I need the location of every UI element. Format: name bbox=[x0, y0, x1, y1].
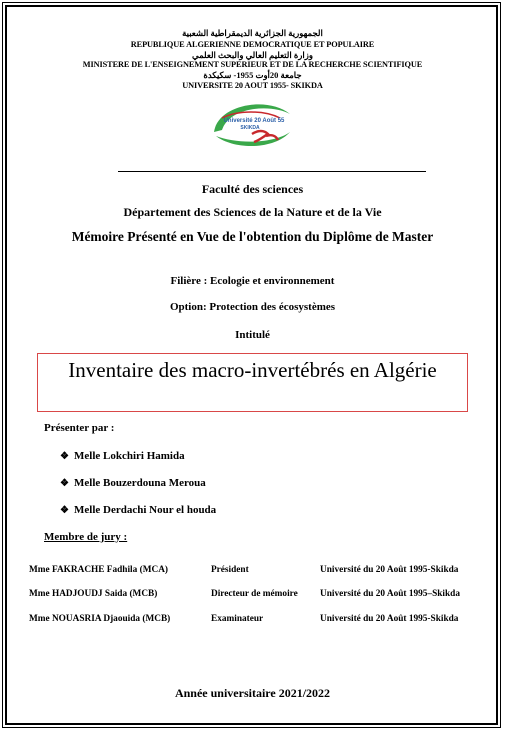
university-logo bbox=[208, 96, 294, 154]
faculty: Faculté des sciences bbox=[201, 182, 304, 196]
jury-member-name: Mme NOUASRIA Djaouida (MCB) bbox=[29, 614, 171, 624]
jury-member-name: Mme FAKRACHE Fadhila (MCA) bbox=[29, 565, 169, 575]
header-arabic-ministry: وزارة التعليم العالي والبحث العلمي bbox=[192, 50, 313, 60]
jury-member-university: Université du 20 Août 1995-Skikda bbox=[320, 565, 459, 575]
jury-member-university: Université du 20 Août 1995-Skikda bbox=[320, 614, 459, 624]
header-divider bbox=[118, 171, 426, 172]
student-item bbox=[60, 450, 185, 462]
logo-text-top: Université 20 Août 55 bbox=[223, 118, 285, 124]
jury-member-role: Président bbox=[211, 565, 249, 575]
thesis-title: Inventaire des macro-invertébrés en Algérie bbox=[68, 358, 437, 382]
jury-row bbox=[0, 565, 505, 579]
thesis-title-box bbox=[37, 353, 468, 412]
student-item bbox=[60, 504, 216, 516]
academic-year: Année universitaire 2021/2022 bbox=[174, 686, 331, 700]
jury-row bbox=[0, 614, 505, 628]
student-name: Melle Lokchiri Hamida bbox=[74, 450, 185, 462]
option: Option: Protection des écosystèmes bbox=[169, 301, 336, 313]
jury-member-role: Directeur de mémoire bbox=[211, 589, 298, 599]
header-ministry: MINISTERE DE L'ENSEIGNEMENT SUPERIEUR ET DE LA RECHERCHE SCIENTIFIQUE bbox=[82, 60, 423, 69]
jury-row bbox=[0, 589, 505, 603]
header-arabic-university: جامعة 20أوت 1955- سكيكدة bbox=[203, 70, 302, 80]
filiere: Filière : Ecologie et environnement bbox=[170, 275, 335, 287]
student-item bbox=[60, 477, 206, 489]
header-university: UNIVERSITE 20 AOUT 1955- SKIKDA bbox=[182, 81, 323, 90]
jury-member-university: Université du 20 Août 1995–Skikda bbox=[320, 589, 460, 599]
jury-label: Membre de jury : bbox=[44, 531, 128, 543]
header-arabic-republic: الجمهورية الجزائرية الديمقراطية الشعبية bbox=[182, 28, 323, 38]
header-republic: REPUBLIQUE ALGERIENNE DEMOCRATIQUE ET POPULAIRE bbox=[130, 40, 375, 49]
diamond-bullet-icon: ❖ bbox=[60, 478, 69, 489]
diamond-bullet-icon: ❖ bbox=[60, 505, 69, 516]
student-name: Melle Derdachi Nour el houda bbox=[74, 504, 217, 516]
presenter-label: Présenter par : bbox=[44, 422, 115, 434]
diamond-bullet-icon: ❖ bbox=[60, 451, 69, 462]
memoire-statement: Mémoire Présenté en Vue de l'obtention du Diplôme de Master bbox=[71, 229, 434, 244]
jury-member-name: Mme HADJOUDJ Saida (MCB) bbox=[29, 589, 158, 599]
student-name: Melle Bouzerdouna Meroua bbox=[74, 477, 206, 489]
department: Département des Sciences de la Nature et de la Vie bbox=[123, 205, 382, 219]
jury-member-role: Examinateur bbox=[211, 614, 264, 624]
logo-text-bottom: SKIKDA bbox=[240, 125, 260, 131]
intitule-label: Intitulé bbox=[235, 329, 270, 341]
